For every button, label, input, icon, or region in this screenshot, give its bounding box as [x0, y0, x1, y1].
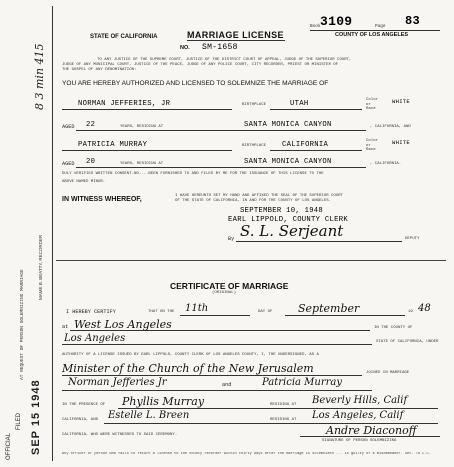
- groom-aged-label: AGED: [62, 124, 75, 130]
- place-rule: [70, 330, 370, 331]
- ceremony-day: 11th: [185, 303, 209, 314]
- ceremony-place: West Los Angeles: [74, 318, 172, 331]
- stamp-date: SEP 15 1948: [30, 379, 42, 455]
- page-number: 83: [405, 14, 421, 28]
- month-rule: [285, 315, 405, 316]
- witness-text-1: I HAVE HEREUNTO SET MY HAND AND AFFIXED THE SEAL OF THE SUPERIOR COURT: [175, 194, 344, 198]
- stamp-official: OFFICIAL: [6, 432, 12, 460]
- county-clerk: EARL LIPPOLD, COUNTY CLERK: [228, 216, 348, 224]
- consent-line-1: DULY VERIFIED WRITTEN CONSENT-NO-...BEEN FURNISHED TO AND FILED BY ME FOR THE ISSUANCE OF THIS LICENSE TO THE: [62, 172, 324, 176]
- officiant-title: Minister of the Church of the New Jerusalem: [62, 362, 314, 375]
- book-page-rule: [310, 30, 440, 31]
- witness-1-rule: [118, 408, 438, 409]
- footer-note: Any officer or person who fails to return a license to the county recorder within thirty days after the marriage is solemnized ... is guilty of a misdemeanor. Sec. 76 C.C.: [62, 452, 431, 456]
- officiant-signature-rule: [300, 436, 440, 437]
- at-label: at: [62, 324, 69, 330]
- residing-label-2: RESIDING AT: [270, 418, 297, 422]
- authority-text: AUTHORITY OF A LICENSE ISSUED BY EARL LIPPOLD, COUNTY CLERK OF LOS ANGELES COUNTY, I, THE UNDERSIGNED, AS A: [62, 353, 319, 357]
- groom-color-label: Color or Race: [366, 98, 379, 112]
- groom-signed-name: Norman Jefferies Jr: [68, 377, 167, 388]
- county-rule: [62, 344, 372, 345]
- bride-signed-name: Patricia Murray: [262, 377, 343, 388]
- issue-date: SEPTEMBER 10, 1948: [240, 207, 324, 215]
- california-witnesses-label: CALIFORNIA, WHO WERE WITNESSES TO SAID CEREMONY.: [62, 433, 178, 437]
- book-number: 3109: [320, 14, 353, 29]
- day-rule: [180, 315, 250, 316]
- groom-birthplace-rule: [270, 109, 362, 110]
- consent-line-2: ABOVE NAMED MINOR.: [62, 180, 106, 184]
- address-line-3: THE GOSPEL OF ANY DENOMINATION:: [62, 68, 137, 72]
- recorder-name: MAME B. BEATTY, RECORDER: [38, 234, 43, 300]
- address-line-1: TO ANY JUSTICE OF THE SUPREME COURT, JUSTICE OF THE DISTRICT COURT OF APPEAL, JUDGE OF THE SUPERIOR COURT,: [97, 58, 352, 62]
- witness-2-residence: Los Angeles, Calif: [312, 410, 404, 421]
- officiant-signature-caption: SIGNATURE OF PERSON SOLEMNIZING: [322, 439, 397, 443]
- ceremony-county: Los Angeles: [64, 333, 126, 344]
- groom-state-suffix: , CALIFORNIA, AND: [370, 125, 411, 129]
- officiant-signature: Andre Diaconoff: [326, 424, 417, 437]
- ceremony-year: 48: [418, 303, 431, 314]
- witness-heading: IN WITNESS WHEREOF,: [62, 196, 142, 203]
- bride-birthplace: CALIFORNIA: [282, 141, 329, 149]
- book-label: Book: [310, 24, 321, 29]
- groom-residence: SANTA MONICA CANYON: [244, 121, 332, 129]
- deputy-signature: S. L. Serjeant: [240, 222, 344, 240]
- bride-state-suffix: , CALIFORNIA.: [370, 162, 402, 166]
- groom-birthplace-label: BIRTHPLACE: [242, 103, 267, 107]
- section-divider: [56, 260, 446, 261]
- in-county-label: IN THE COUNTY OF: [374, 326, 413, 330]
- by-label: By: [228, 236, 235, 242]
- presence-label: IN THE PRESENCE OF: [62, 403, 106, 407]
- stamp-filed: FILED: [16, 412, 22, 430]
- certify-label: I HEREBY CERTIFY: [66, 309, 116, 315]
- groom-years-label: YEARS, RESIDING AT: [120, 125, 164, 129]
- certificate-original: (ORIGINAL): [212, 291, 237, 295]
- page-label: Page: [375, 24, 386, 29]
- certificate-title: CERTIFICATE OF MARRIAGE: [170, 281, 289, 291]
- bride-residence-rule: [76, 167, 366, 168]
- couple-rule: [62, 390, 372, 391]
- residing-label-1: RESIDING AT: [270, 403, 297, 407]
- bride-age: 20: [86, 158, 96, 166]
- california-and-label: CALIFORNIA, AND: [62, 418, 99, 422]
- license-no-label: NO.: [180, 45, 190, 51]
- bride-aged-label: AGED: [62, 161, 75, 167]
- bride-years-label: YEARS, RESIDING AT: [120, 162, 164, 166]
- bride-name: PATRICIA MURRAY: [78, 141, 148, 149]
- deputy-label: DEPUTY: [405, 237, 420, 241]
- day-of-label: DAY OF: [258, 310, 273, 314]
- margin-handwritten: 8 3 min 415: [33, 43, 46, 110]
- bride-birthplace-label: BIRTHPLACE: [242, 144, 267, 148]
- witness-1-residence: Beverly Hills, Calif: [312, 395, 408, 406]
- officiant-rule: [62, 375, 362, 376]
- margin-rule: [52, 6, 53, 461]
- bride-birthplace-rule: [270, 150, 362, 151]
- groom-name: NORMAN JEFFERIES, JR: [78, 100, 171, 108]
- state-under-label: STATE OF CALIFORNIA, UNDER: [376, 340, 439, 344]
- bride-residence: SANTA MONICA CANYON: [244, 158, 332, 166]
- county-heading: COUNTY OF LOS ANGELES: [335, 32, 409, 38]
- groom-residence-rule: [76, 130, 366, 131]
- state-heading: STATE OF CALIFORNIA: [90, 34, 158, 40]
- bride-color-label: Color or Race: [366, 139, 379, 153]
- witness-2-name: Estelle L. Breen: [108, 410, 190, 421]
- witness-text-2: OF THE STATE OF CALIFORNIA, IN AND FOR THE COUNTY OF LOS ANGELES.: [175, 199, 332, 203]
- that-on-label: THAT ON THE: [148, 310, 175, 314]
- stamp-request-text: AT REQUEST OF PERSON SOLEMNIZING MARRIAGE: [20, 269, 25, 380]
- groom-color: WHITE: [392, 98, 411, 105]
- bride-color: WHITE: [392, 139, 411, 146]
- license-number: SM-1658: [202, 43, 238, 52]
- groom-age: 22: [86, 121, 96, 129]
- year-prefix: 19: [408, 310, 413, 314]
- deputy-signature-rule: [236, 241, 402, 242]
- witness-1-name: Phyllis Murray: [122, 395, 205, 408]
- authorized-line: YOU ARE HEREBY AUTHORIZED AND LICENSED TO SOLEMNIZE THE MARRIAGE OF: [62, 80, 329, 87]
- bride-name-rule: [62, 150, 232, 151]
- groom-birthplace: UTAH: [290, 100, 309, 108]
- groom-name-rule: [62, 109, 232, 110]
- title-underline: [187, 40, 285, 41]
- address-line-2: JUDGE OF ANY MUNICIPAL COURT, JUSTICE OF THE PEACE, JUDGE OF ANY POLICE COURT, CITY RECORDER, PRIEST OR MINISTER OF: [62, 63, 339, 67]
- joined-label: JOINED IN MARRIAGE: [366, 371, 410, 375]
- and-label: and: [222, 382, 232, 388]
- license-title: MARRIAGE LICENSE: [187, 30, 284, 40]
- ceremony-month: September: [298, 302, 360, 315]
